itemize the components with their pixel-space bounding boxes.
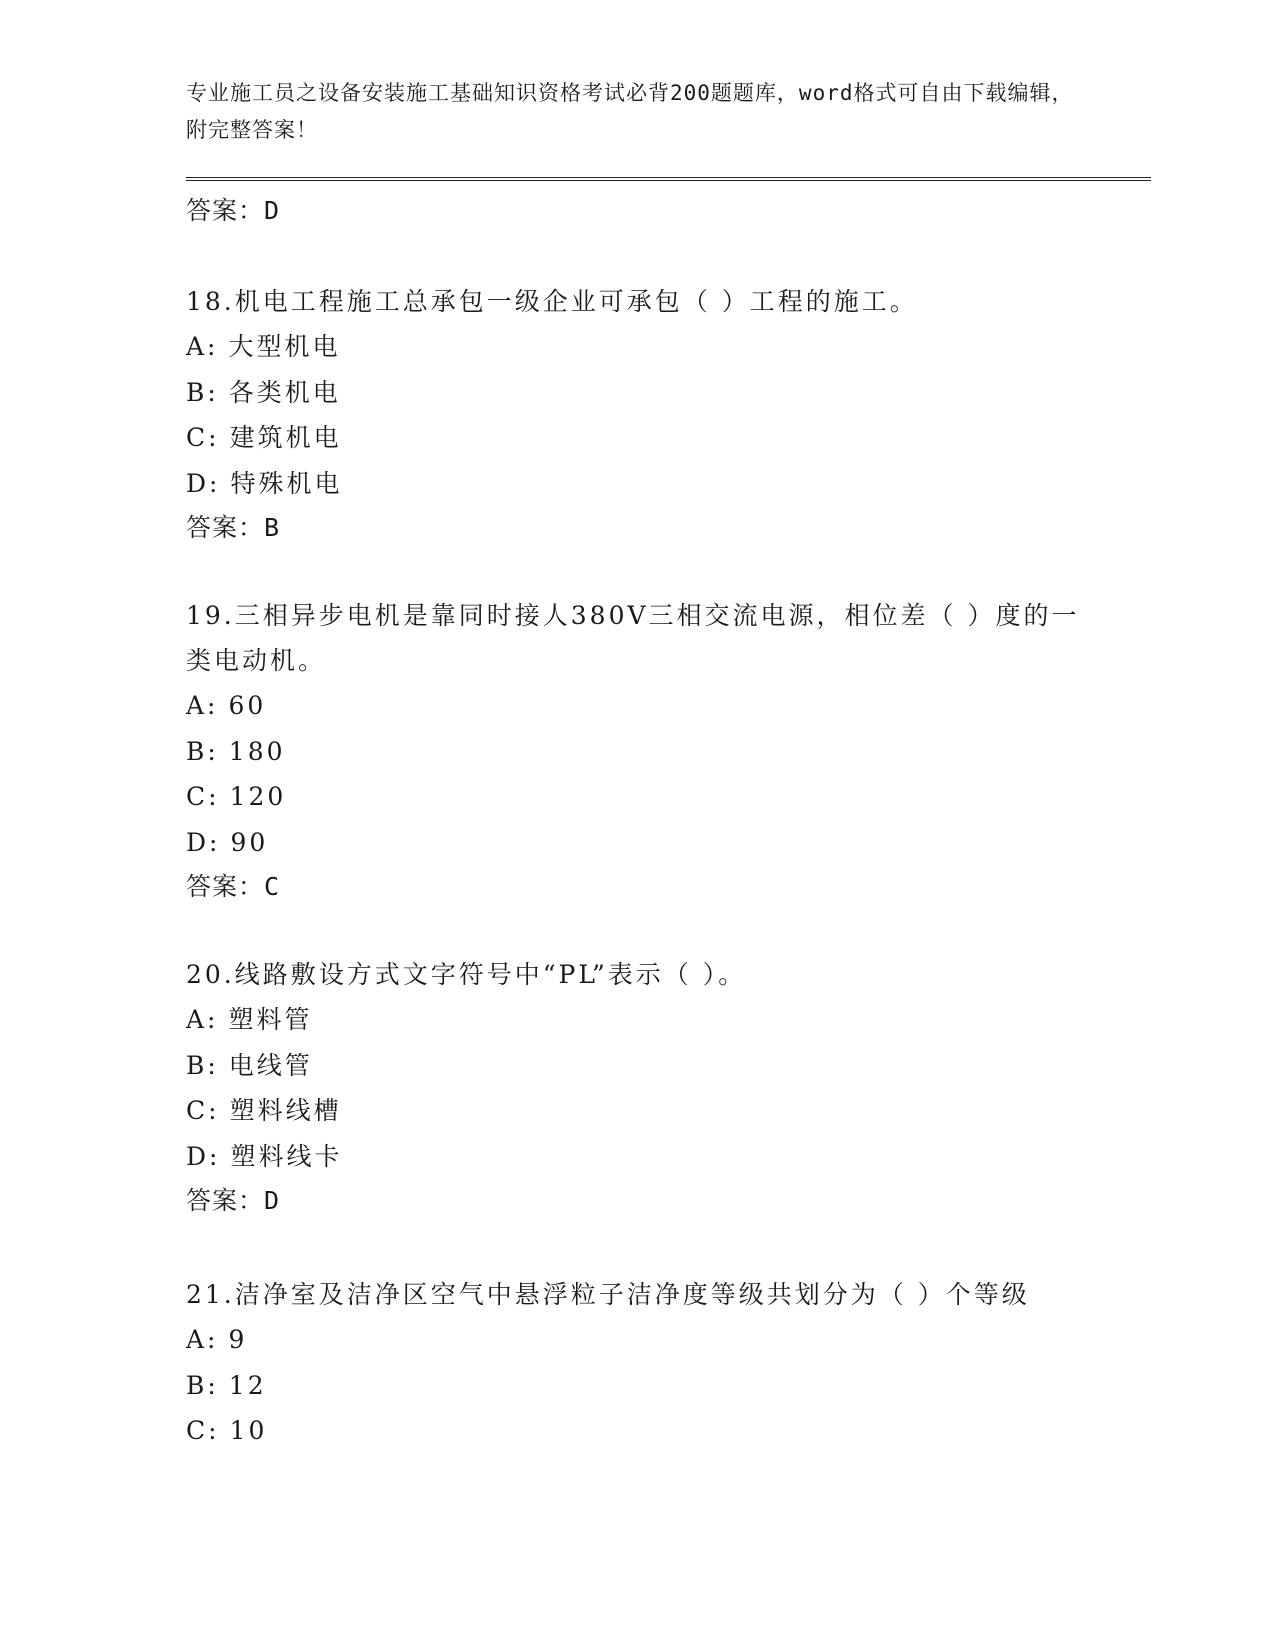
option-d (186, 820, 1086, 866)
option-text: 塑料线卡 (230, 1141, 343, 1171)
option-b (186, 370, 1086, 416)
option-letter: B: (186, 1050, 219, 1080)
option-a (186, 997, 1086, 1043)
option-text: 60 (228, 691, 267, 720)
option-letter: B: (186, 736, 219, 766)
question-19 (186, 593, 1086, 909)
option-letter: A: (186, 691, 219, 720)
answer-line: 答案：B (186, 513, 281, 542)
option-c (186, 774, 1086, 820)
question-text: 18.机电工程施工总承包一级企业可承包（ ）工程的施工。 (186, 287, 918, 316)
option-text: 180 (228, 736, 286, 766)
option-c (186, 415, 1086, 461)
document-header: 专业施工员之设备安装施工基础知识资格考试必背200题题库，word格式可自由下载编辑，附完整答案！ (186, 81, 1074, 142)
option-letter: A: (186, 1325, 219, 1354)
option-letter: C: (186, 1096, 220, 1125)
option-text: 特殊机电 (230, 468, 343, 498)
question-text: 20.线路敷设方式文字符号中“PL”表示（ ）。 (186, 960, 747, 989)
option-text: 大型机电 (228, 332, 341, 361)
option-letter: B: (186, 377, 219, 407)
option-text: 建筑机电 (229, 423, 342, 452)
header-divider (186, 177, 1151, 181)
option-text: 10 (229, 1416, 268, 1445)
option-letter: D: (186, 468, 221, 498)
option-letter: C: (186, 423, 220, 452)
option-letter: A: (186, 1005, 219, 1034)
option-a (186, 683, 1086, 729)
option-c (186, 1088, 1086, 1134)
option-letter: A: (186, 332, 219, 361)
option-letter: B: (186, 1370, 219, 1400)
question-18 (186, 279, 1086, 550)
question-text: 21.洁净室及洁净区空气中悬浮粒子洁净度等级共划分为（ ）个等级 (186, 1280, 1030, 1309)
option-d (186, 461, 1086, 507)
option-letter: D: (186, 1141, 221, 1171)
option-c (186, 1408, 1086, 1454)
option-text: 9 (228, 1325, 248, 1354)
answer-line: 答案：D (186, 1186, 281, 1215)
option-text: 各类机电 (228, 377, 341, 407)
option-letter: C: (186, 782, 220, 811)
question-20 (186, 952, 1086, 1223)
option-text: 电线管 (228, 1050, 313, 1080)
option-b (186, 1363, 1086, 1409)
answer-line: 答案：D (186, 196, 281, 225)
answer-line: 答案：C (186, 872, 281, 901)
option-d (186, 1134, 1086, 1180)
question-21 (186, 1272, 1086, 1454)
option-text: 塑料线槽 (229, 1096, 342, 1125)
option-letter: D: (186, 827, 221, 857)
question-text: 19.三相异步电机是靠同时接人380V三相交流电源，相位差（ ）度的一类电动机。 (186, 601, 1080, 675)
option-letter: C: (186, 1416, 220, 1445)
option-text: 90 (230, 827, 269, 857)
option-text: 塑料管 (228, 1005, 313, 1034)
option-text: 12 (228, 1370, 267, 1400)
option-b (186, 729, 1086, 775)
option-text: 120 (229, 782, 287, 811)
option-a (186, 1317, 1086, 1363)
option-a (186, 324, 1086, 370)
option-b (186, 1043, 1086, 1089)
